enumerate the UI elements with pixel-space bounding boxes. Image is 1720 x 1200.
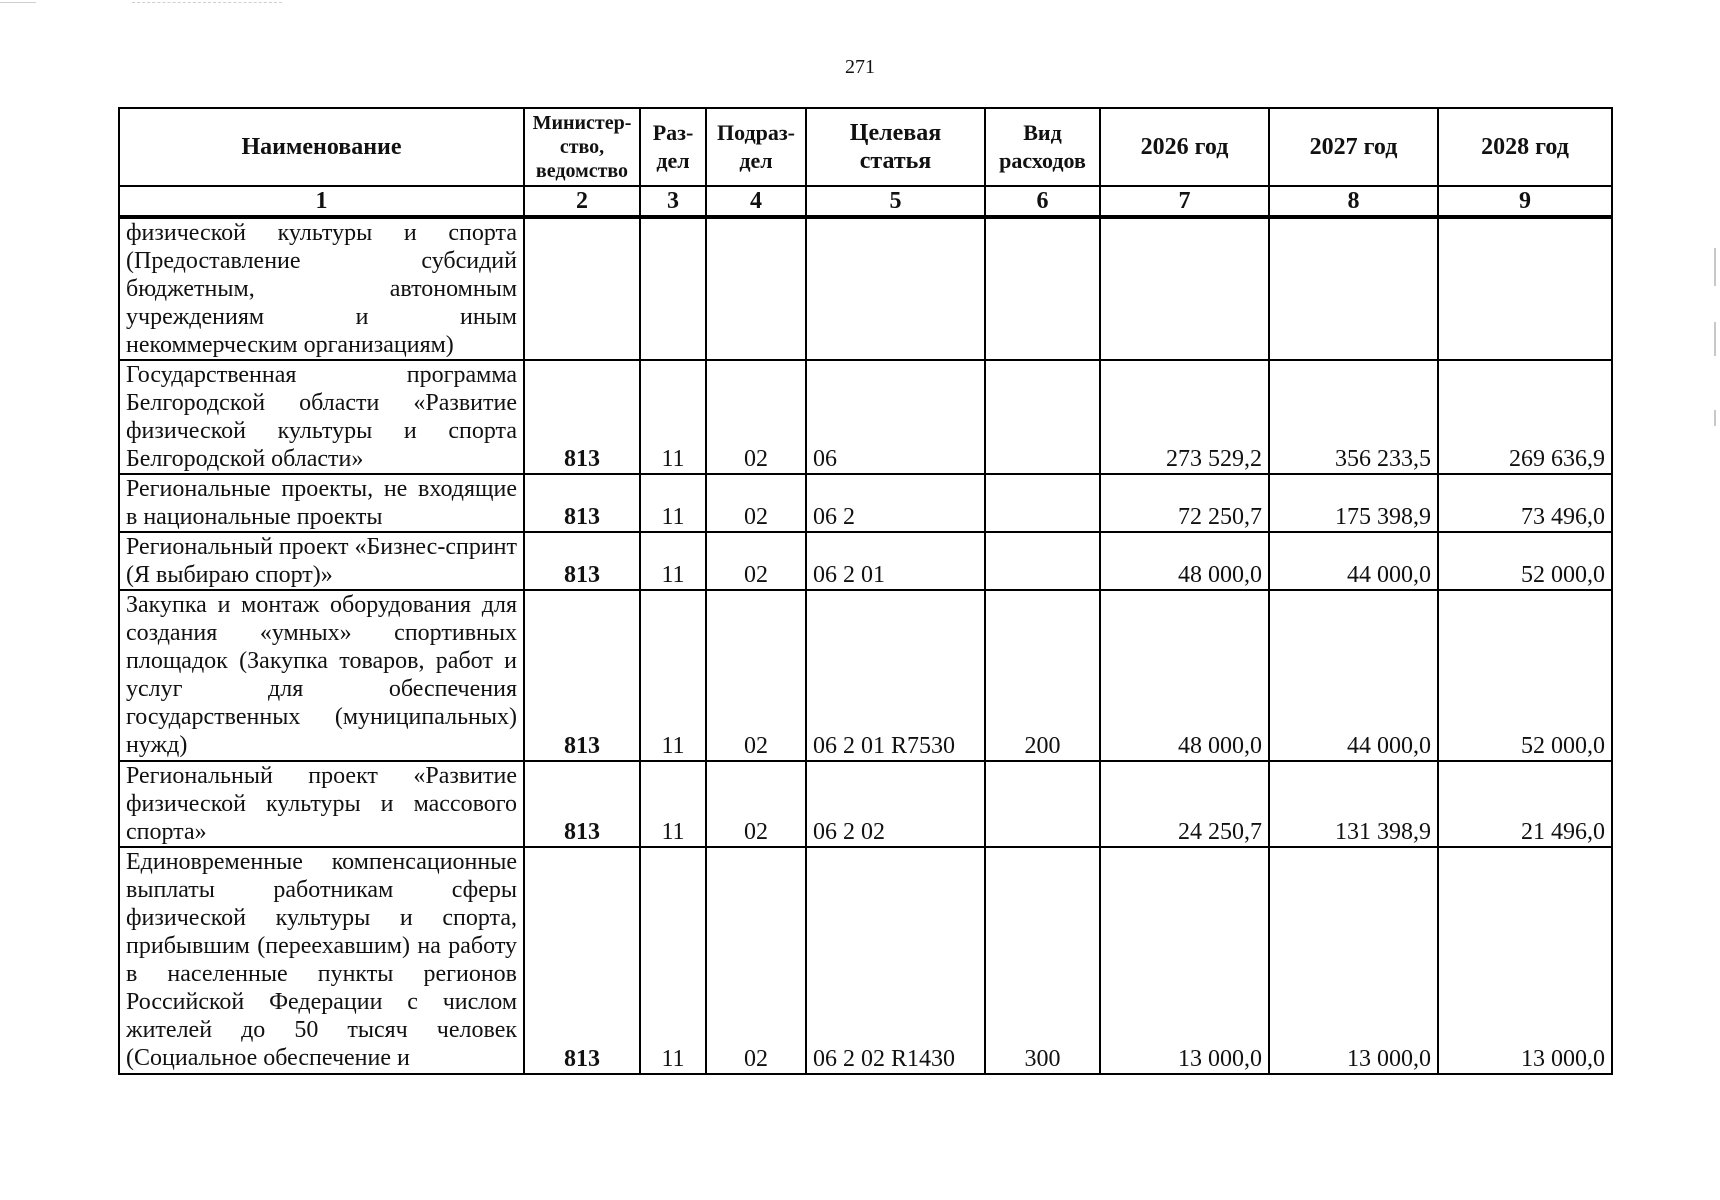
table-row <box>119 761 1612 847</box>
header-ministry: Министер-ство, ведомство <box>524 108 640 186</box>
row-ministry: 813 <box>524 532 640 590</box>
row-expense-type <box>985 532 1100 590</box>
row-name: Региональный проект «Бизнес-спринт (Я выбираю спорт)» <box>119 532 524 590</box>
row-name: Закупка и монтаж оборудования для создания «умных» спортивных площадок (Закупка товаров, работ и услуг для обеспечения государственных (муниципальных) нужд) <box>119 590 524 761</box>
column-number: 6 <box>985 186 1100 217</box>
row-expense-type <box>985 217 1100 360</box>
row-section: 11 <box>640 360 706 474</box>
column-number: 5 <box>806 186 985 217</box>
row-amount-2027: 13 000,0 <box>1269 847 1438 1074</box>
row-expense-type: 300 <box>985 847 1100 1074</box>
row-subsection: 02 <box>706 360 806 474</box>
row-ministry <box>524 217 640 360</box>
scan-edge-mark <box>1714 248 1716 286</box>
row-ministry: 813 <box>524 474 640 532</box>
row-amount-2028: 269 636,9 <box>1438 360 1612 474</box>
page-number: 271 <box>845 56 875 78</box>
row-section <box>640 217 706 360</box>
row-section: 11 <box>640 590 706 761</box>
row-name: Региональный проект «Развитие физической культуры и массового спорта» <box>119 761 524 847</box>
row-amount-2026: 273 529,2 <box>1100 360 1269 474</box>
column-number-row <box>119 186 1612 217</box>
row-ministry: 813 <box>524 847 640 1074</box>
table-row <box>119 532 1612 590</box>
header-section: Раз-дел <box>640 108 706 186</box>
row-target-article: 06 2 <box>806 474 985 532</box>
row-target-article: 06 <box>806 360 985 474</box>
row-amount-2026: 13 000,0 <box>1100 847 1269 1074</box>
header-subsection: Подраз-дел <box>706 108 806 186</box>
row-amount-2026 <box>1100 217 1269 360</box>
header-row <box>119 108 1612 186</box>
row-amount-2026: 72 250,7 <box>1100 474 1269 532</box>
scan-edge-mark <box>1714 322 1716 356</box>
column-number: 7 <box>1100 186 1269 217</box>
header-year-2028: 2028 год <box>1438 108 1612 186</box>
row-subsection: 02 <box>706 761 806 847</box>
row-subsection: 02 <box>706 847 806 1074</box>
row-amount-2028: 21 496,0 <box>1438 761 1612 847</box>
header-year-2026: 2026 год <box>1100 108 1269 186</box>
row-subsection: 02 <box>706 474 806 532</box>
row-amount-2028 <box>1438 217 1612 360</box>
header-target-article: Целевая статья <box>806 108 985 186</box>
row-amount-2028: 73 496,0 <box>1438 474 1612 532</box>
scan-edge-line-left <box>0 2 36 3</box>
row-amount-2027: 44 000,0 <box>1269 532 1438 590</box>
row-name: Региональные проекты, не входящие в национальные проекты <box>119 474 524 532</box>
column-number: 9 <box>1438 186 1612 217</box>
row-expense-type: 200 <box>985 590 1100 761</box>
row-amount-2026: 48 000,0 <box>1100 532 1269 590</box>
row-amount-2027: 44 000,0 <box>1269 590 1438 761</box>
header-expense-type: Вид расходов <box>985 108 1100 186</box>
row-section: 11 <box>640 532 706 590</box>
row-subsection: 02 <box>706 532 806 590</box>
column-number: 2 <box>524 186 640 217</box>
row-name: Единовременные компенсационные выплаты работникам сферы физической культуры и спорта, прибывшим (переехавшим) на работу в населенные пункты регионов Российской Федерации с числом жителей до 50 тысяч человек (Социальное обеспечение и <box>119 847 524 1074</box>
scan-edge-line-center <box>132 2 282 3</box>
row-subsection: 02 <box>706 590 806 761</box>
column-number: 1 <box>119 186 524 217</box>
row-name: Государственная программа Белгородской области «Развитие физической культуры и спорта Белгородской области» <box>119 360 524 474</box>
row-name: физической культуры и спорта (Предоставление субсидий бюджетным, автономным учреждениям и иным некоммерческим организациям) <box>119 217 524 360</box>
column-number: 8 <box>1269 186 1438 217</box>
row-amount-2026: 24 250,7 <box>1100 761 1269 847</box>
row-amount-2028: 52 000,0 <box>1438 532 1612 590</box>
scan-edge-mark <box>1714 410 1716 426</box>
budget-table <box>118 107 1613 1075</box>
row-expense-type <box>985 360 1100 474</box>
row-target-article <box>806 217 985 360</box>
table-row <box>119 217 1612 360</box>
header-name: Наименование <box>119 108 524 186</box>
table-row <box>119 360 1612 474</box>
row-section: 11 <box>640 847 706 1074</box>
table-row <box>119 590 1612 761</box>
row-target-article: 06 2 01 R7530 <box>806 590 985 761</box>
row-amount-2027: 175 398,9 <box>1269 474 1438 532</box>
row-target-article: 06 2 02 R1430 <box>806 847 985 1074</box>
row-expense-type <box>985 474 1100 532</box>
row-target-article: 06 2 01 <box>806 532 985 590</box>
row-target-article: 06 2 02 <box>806 761 985 847</box>
row-amount-2028: 13 000,0 <box>1438 847 1612 1074</box>
header-year-2027: 2027 год <box>1269 108 1438 186</box>
row-expense-type <box>985 761 1100 847</box>
row-amount-2026: 48 000,0 <box>1100 590 1269 761</box>
table-row <box>119 474 1612 532</box>
table-row <box>119 847 1612 1074</box>
row-ministry: 813 <box>524 761 640 847</box>
row-section: 11 <box>640 474 706 532</box>
row-amount-2027 <box>1269 217 1438 360</box>
column-number: 3 <box>640 186 706 217</box>
row-amount-2027: 356 233,5 <box>1269 360 1438 474</box>
row-ministry: 813 <box>524 590 640 761</box>
row-ministry: 813 <box>524 360 640 474</box>
row-amount-2027: 131 398,9 <box>1269 761 1438 847</box>
row-section: 11 <box>640 761 706 847</box>
row-amount-2028: 52 000,0 <box>1438 590 1612 761</box>
row-subsection <box>706 217 806 360</box>
column-number: 4 <box>706 186 806 217</box>
